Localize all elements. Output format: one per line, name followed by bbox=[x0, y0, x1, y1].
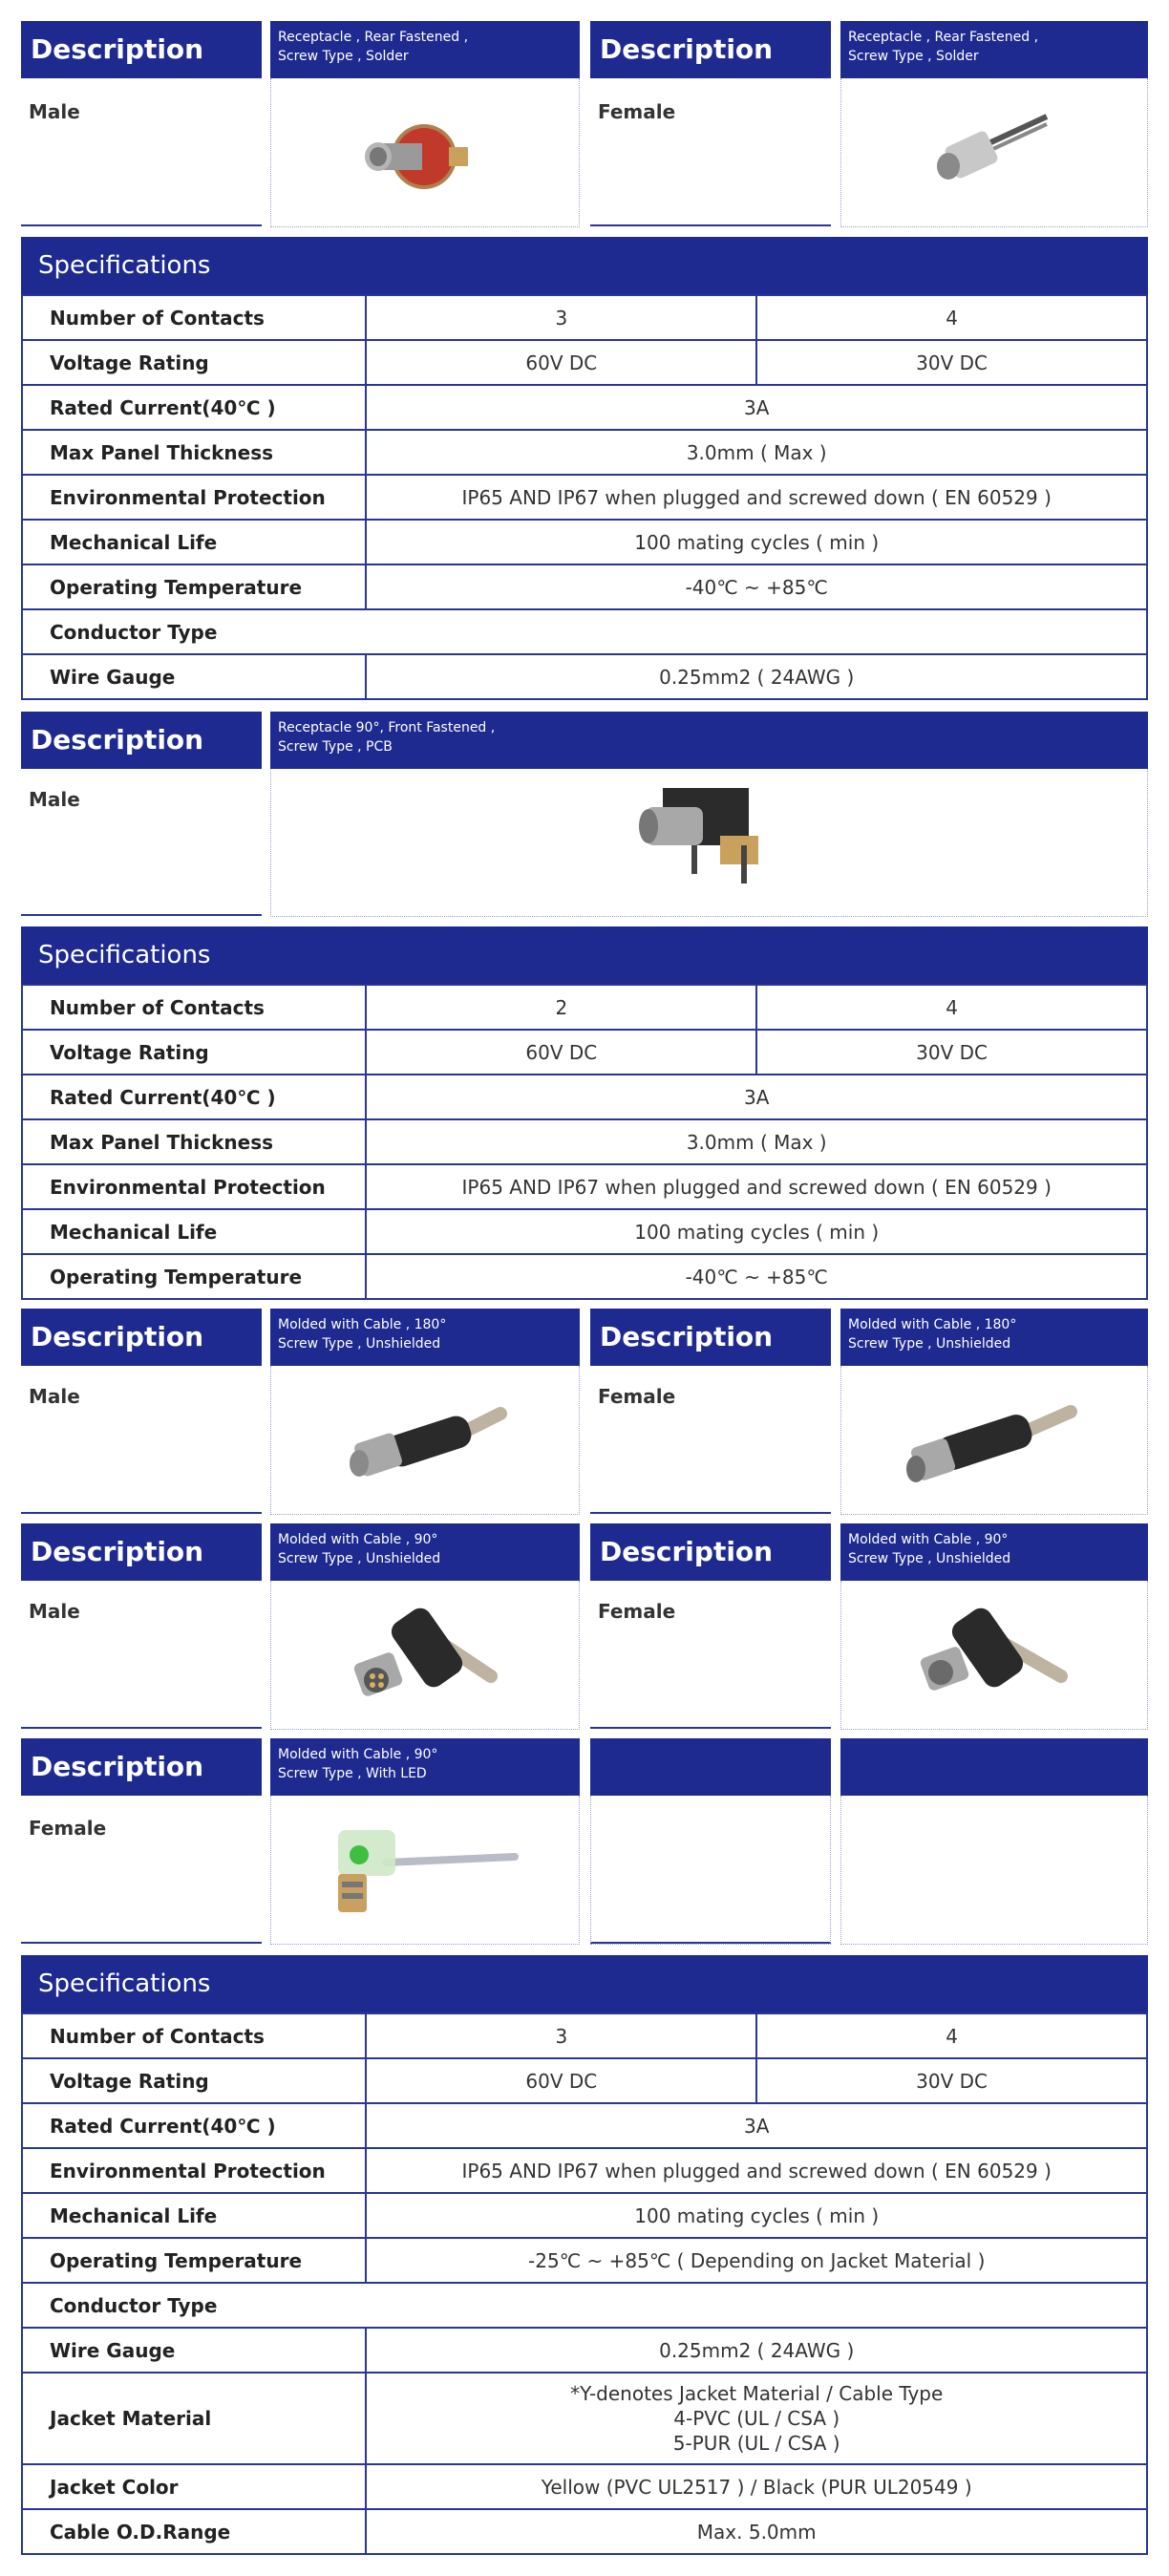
description-note: Molded with Cable , 90° Screw Type , Unshielded bbox=[270, 1523, 580, 1581]
specifications-table-2 bbox=[21, 926, 1148, 1300]
angled-cable-connector-image bbox=[841, 1581, 1147, 1724]
panel-connector-image bbox=[841, 78, 1147, 222]
spec-key: Jacket Material bbox=[22, 2373, 366, 2464]
description-note: Receptacle , Rear Fastened , Screw Type , Solder bbox=[840, 21, 1148, 78]
empty-image-frame bbox=[590, 1796, 831, 1945]
spec-value: 100 mating cycles ( min ) bbox=[366, 520, 1147, 564]
description-label: Description bbox=[21, 1523, 262, 1581]
spec-value: Max. 5.0mm bbox=[366, 2509, 1147, 2554]
spec-key: Voltage Rating bbox=[22, 1030, 366, 1075]
gender-label: Male bbox=[29, 1600, 80, 1623]
empty-header-cell bbox=[590, 1738, 831, 1796]
spec-key: Rated Current(40℃ ) bbox=[22, 1075, 366, 1119]
spec-value: 3A bbox=[366, 2103, 1147, 2148]
description-note: Molded with Cable , 180° Screw Type , Unshielded bbox=[270, 1309, 580, 1366]
spec-value: 3.0mm ( Max ) bbox=[366, 1119, 1147, 1164]
specifications-title: Specifications bbox=[21, 926, 1148, 984]
spec-value: 60V DC bbox=[366, 1030, 756, 1075]
spec-value: IP65 AND IP67 when plugged and screwed down ( EN 60529 ) bbox=[366, 475, 1147, 520]
divider bbox=[21, 914, 262, 916]
spec-value: *Y-denotes Jacket Material / Cable Type 4-PVC (UL / CSA ) 5-PUR (UL / CSA ) bbox=[366, 2373, 1147, 2464]
spec-value: 3.0mm ( Max ) bbox=[366, 430, 1147, 475]
divider bbox=[21, 224, 262, 226]
spec-value: 60V DC bbox=[366, 340, 756, 385]
description-label: Description bbox=[590, 1523, 831, 1581]
spec-value: -40℃ ~ +85℃ bbox=[366, 564, 1147, 609]
spec-key: Jacket Color bbox=[22, 2464, 366, 2509]
spec-key: Operating Temperature bbox=[22, 564, 366, 609]
divider bbox=[590, 1512, 831, 1514]
spec-key: Number of Contacts bbox=[22, 295, 366, 340]
pcb-connector-image bbox=[271, 769, 1147, 912]
divider bbox=[21, 1942, 262, 1944]
spec-value: 3 bbox=[366, 295, 756, 340]
product-image-frame bbox=[270, 1366, 580, 1515]
divider bbox=[590, 224, 831, 226]
gender-label: Female bbox=[598, 100, 676, 123]
spec-key: Wire Gauge bbox=[22, 654, 366, 699]
divider bbox=[590, 1727, 831, 1729]
spec-key: Environmental Protection bbox=[22, 1164, 366, 1209]
description-label: Description bbox=[590, 21, 831, 78]
description-note: Molded with Cable , 90° Screw Type , With LED bbox=[270, 1738, 580, 1796]
spec-key: Mechanical Life bbox=[22, 520, 366, 564]
spec-value: 3 bbox=[366, 2013, 756, 2058]
straight-cable-connector-image bbox=[841, 1366, 1147, 1509]
spec-value: Yellow (PVC UL2517 ) / Black (PUR UL20549 ) bbox=[366, 2464, 1147, 2509]
spec-key: Mechanical Life bbox=[22, 1209, 366, 1254]
spec-key: Rated Current(40℃ ) bbox=[22, 2103, 366, 2148]
spec-value: IP65 AND IP67 when plugged and screwed down ( EN 60529 ) bbox=[366, 2148, 1147, 2193]
description-note: Receptacle , Rear Fastened , Screw Type , Solder bbox=[270, 21, 580, 78]
spec-value: IP65 AND IP67 when plugged and screwed down ( EN 60529 ) bbox=[366, 1164, 1147, 1209]
spec-key: Number of Contacts bbox=[22, 985, 366, 1030]
spec-value: 30V DC bbox=[756, 2058, 1147, 2103]
spec-key: Wire Gauge bbox=[22, 2328, 366, 2373]
description-label: Description bbox=[21, 1309, 262, 1366]
product-image-frame bbox=[840, 1581, 1148, 1730]
spec-value: 0.25mm2 ( 24AWG ) bbox=[366, 2328, 1147, 2373]
product-image-frame bbox=[270, 769, 1148, 917]
spec-key: Max Panel Thickness bbox=[22, 430, 366, 475]
empty-image-frame bbox=[840, 1796, 1148, 1945]
spec-value: 30V DC bbox=[756, 1030, 1147, 1075]
specifications-table-3 bbox=[21, 1955, 1148, 2555]
gender-label: Female bbox=[29, 1817, 107, 1840]
product-image-frame bbox=[840, 78, 1148, 227]
spec-value: 4 bbox=[756, 985, 1147, 1030]
gender-label: Male bbox=[29, 100, 80, 123]
spec-key: Environmental Protection bbox=[22, 2148, 366, 2193]
spec-key: Mechanical Life bbox=[22, 2193, 366, 2238]
spec-key: Cable O.D.Range bbox=[22, 2509, 366, 2554]
description-label: Description bbox=[21, 21, 262, 78]
spec-key: Operating Temperature bbox=[22, 1254, 366, 1299]
spec-value: 4 bbox=[756, 2013, 1147, 2058]
spec-key: Rated Current(40℃ ) bbox=[22, 385, 366, 430]
description-label: Description bbox=[21, 712, 262, 769]
straight-cable-connector-image bbox=[271, 1366, 579, 1509]
spec-key: Number of Contacts bbox=[22, 2013, 366, 2058]
description-note: Receptacle 90°, Front Fastened , Screw Type , PCB bbox=[270, 712, 1148, 769]
specifications-title: Specifications bbox=[21, 237, 1148, 294]
gender-label: Female bbox=[598, 1385, 676, 1408]
specifications-title: Specifications bbox=[21, 1955, 1148, 2012]
description-note: Molded with Cable , 180° Screw Type , Unshielded bbox=[840, 1309, 1148, 1366]
spec-value: 3A bbox=[366, 385, 1147, 430]
spec-value: -25℃ ~ +85℃ ( Depending on Jacket Material ) bbox=[366, 2238, 1147, 2283]
spec-value: 30V DC bbox=[756, 340, 1147, 385]
description-label: Description bbox=[21, 1738, 262, 1796]
spec-value: 3A bbox=[366, 1075, 1147, 1119]
specifications-table-1 bbox=[21, 237, 1148, 700]
spec-value: 4 bbox=[756, 295, 1147, 340]
angled-cable-connector-image bbox=[271, 1581, 579, 1724]
divider bbox=[21, 1512, 262, 1514]
product-image-frame bbox=[270, 78, 580, 227]
product-image-frame bbox=[840, 1366, 1148, 1515]
spec-key: Max Panel Thickness bbox=[22, 1119, 366, 1164]
spec-key: Voltage Rating bbox=[22, 340, 366, 385]
spec-key: Environmental Protection bbox=[22, 475, 366, 520]
gender-label: Male bbox=[29, 1385, 80, 1408]
description-note: Molded with Cable , 90° Screw Type , Unshielded bbox=[840, 1523, 1148, 1581]
spec-key: Voltage Rating bbox=[22, 2058, 366, 2103]
spec-value: 0.25mm2 ( 24AWG ) bbox=[366, 654, 1147, 699]
product-image-frame bbox=[270, 1581, 580, 1730]
led-cable-connector-image bbox=[271, 1796, 579, 1939]
empty-header-cell bbox=[840, 1738, 1148, 1796]
description-label: Description bbox=[590, 1309, 831, 1366]
spec-key: Conductor Type bbox=[22, 2283, 1147, 2328]
spec-value: 100 mating cycles ( min ) bbox=[366, 2193, 1147, 2238]
gender-label: Male bbox=[29, 788, 80, 811]
product-image-frame bbox=[270, 1796, 580, 1945]
spec-value: 100 mating cycles ( min ) bbox=[366, 1209, 1147, 1254]
spec-value: 60V DC bbox=[366, 2058, 756, 2103]
gender-label: Female bbox=[598, 1600, 676, 1623]
panel-connector-image bbox=[271, 78, 579, 222]
divider bbox=[21, 1727, 262, 1729]
spec-value: 2 bbox=[366, 985, 756, 1030]
spec-value: -40℃ ~ +85℃ bbox=[366, 1254, 1147, 1299]
spec-key: Operating Temperature bbox=[22, 2238, 366, 2283]
spec-key: Conductor Type bbox=[22, 609, 1147, 654]
